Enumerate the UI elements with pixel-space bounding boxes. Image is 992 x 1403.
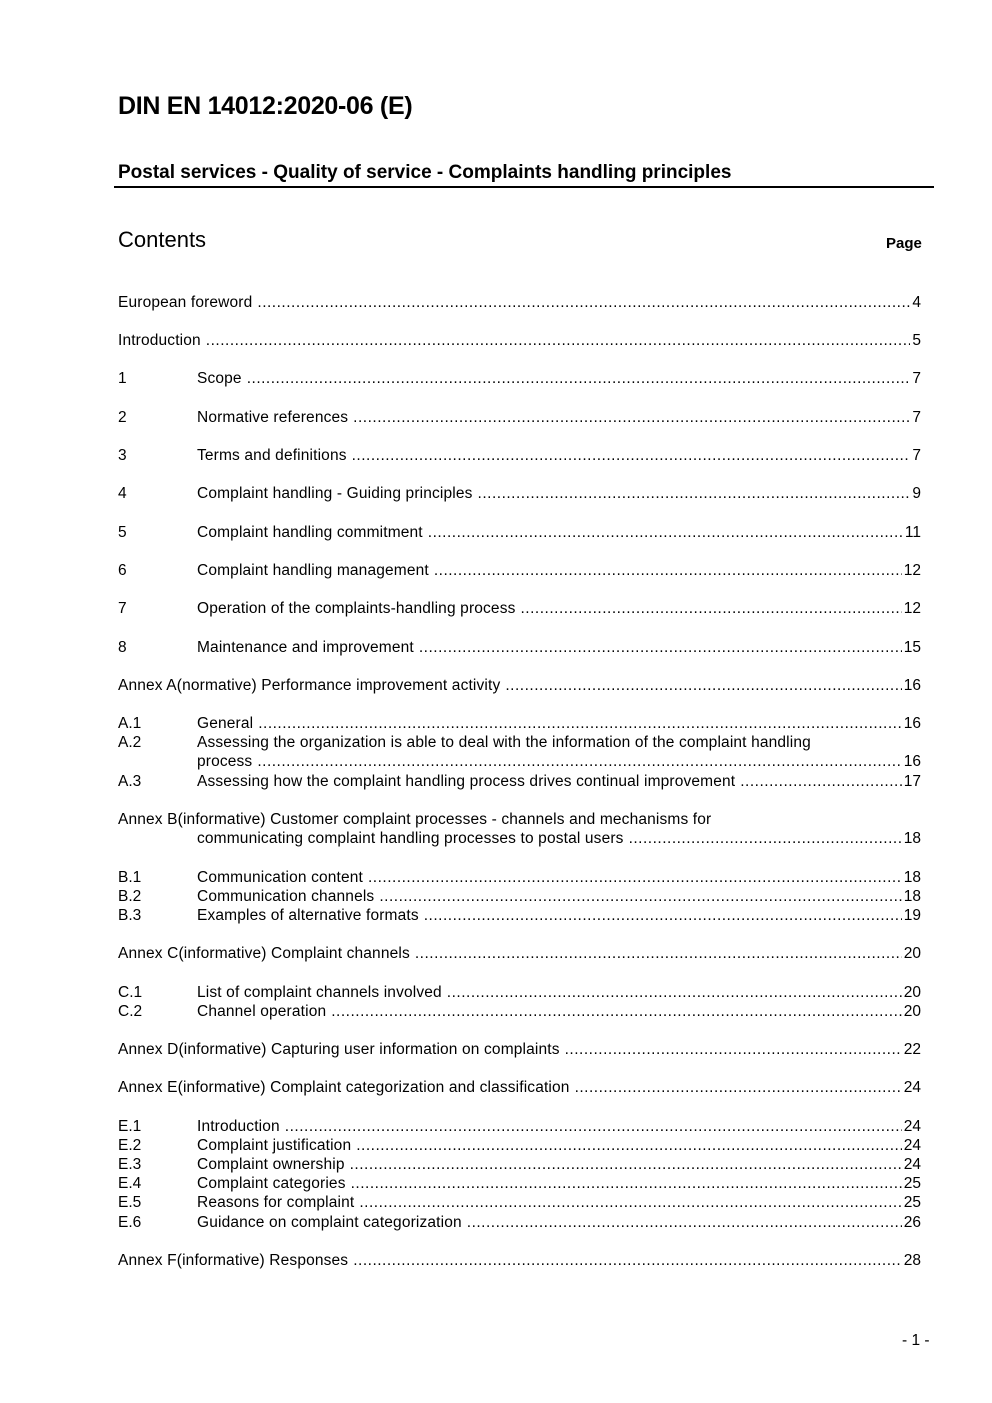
toc-entry-number: B.2 [118,888,142,905]
toc-entry[interactable] [118,408,921,427]
toc-entry-page: 18 [903,888,921,905]
page-number: - 1 - [902,1332,930,1349]
toc-entry[interactable] [118,983,921,1002]
toc-entry-title: Introduction [118,332,201,349]
toc-leader-dots [353,1251,902,1270]
toc-entry-title: Annex B(informative) Customer complaint processes - channels and mechanisms for [118,811,712,828]
toc-entry[interactable] [118,446,921,465]
toc-leader-dots [247,369,911,388]
toc-entry[interactable] [118,1251,921,1270]
toc-entry-number: A.3 [118,773,142,790]
toc-entry-number: A.1 [118,715,142,732]
toc-entry-number: E.2 [118,1137,142,1154]
toc-leader-dots [447,983,902,1002]
page-column-label: Page [886,235,922,252]
toc-entry[interactable] [118,772,921,791]
contents-heading: Contents [118,227,207,252]
toc-entry-page: 5 [912,332,921,349]
toc-entry-page: 16 [903,753,921,770]
document-number: DIN EN 14012:2020-06 (E) [118,92,413,120]
toc-leader-dots [419,638,902,657]
toc-leader-dots [206,331,911,350]
toc-entry[interactable] [118,810,921,829]
toc-entry-title: Annex A(normative) Performance improvement activity [118,677,501,694]
toc-entry-page: 20 [903,984,921,1001]
toc-entry-page: 25 [903,1194,921,1211]
toc-entry-number: E.4 [118,1175,142,1192]
toc-leader-dots [351,1174,902,1193]
toc-entry-title: Introduction [197,1118,280,1135]
toc-entry-number: C.1 [118,984,143,1001]
toc-entry-title: Annex D(informative) Capturing user information on complaints [118,1041,560,1058]
toc-entry-page: 19 [903,907,921,924]
toc-entry-title: Maintenance and improvement [197,639,414,656]
toc-entry-number: 3 [118,447,127,464]
toc-entry-title: Guidance on complaint categorization [197,1214,462,1231]
toc-entry-page: 18 [903,830,921,847]
toc-entry-page: 24 [903,1118,921,1135]
toc-entry-title-continuation: process [197,753,253,770]
toc-entry-title: Complaint handling - Guiding principles [197,485,473,502]
toc-entry-title: Reasons for complaint [197,1194,355,1211]
toc-entry-page: 7 [912,409,921,426]
toc-entry-title: Assessing how the complaint handling process drives continual improvement [197,773,736,790]
toc-entry-title: Annex F(informative) Responses [118,1252,349,1269]
toc-entry-continuation[interactable] [118,752,921,771]
toc-entry[interactable] [118,638,921,657]
toc-entry-page: 16 [903,715,921,732]
toc-entry-number: A.2 [118,734,142,751]
toc-entry-title: Operation of the complaints-handling process [197,600,516,617]
toc-leader-dots [257,752,901,771]
toc-entry-page: 24 [903,1137,921,1154]
toc-entry[interactable] [118,599,921,618]
toc-leader-dots [257,293,910,312]
toc-entry[interactable] [118,1213,921,1232]
toc-entry-title-continuation: communicating complaint handling processes to postal users [197,830,624,847]
toc-entry-title: Annex C(informative) Complaint channels [118,945,410,962]
toc-leader-dots [467,1213,902,1232]
toc-entry-number: C.2 [118,1003,143,1020]
toc-leader-dots [575,1078,902,1097]
toc-entry[interactable] [118,484,921,503]
toc-leader-dots [285,1117,902,1136]
toc-entry-number: B.3 [118,907,142,924]
toc-entry-number: 6 [118,562,127,579]
toc-entry[interactable] [118,1174,921,1193]
toc-entry[interactable] [118,944,921,963]
toc-leader-dots [505,676,901,695]
toc-entry-number: 2 [118,409,127,426]
toc-entry-page: 20 [903,945,921,962]
toc-leader-dots [379,887,901,906]
toc-entry[interactable] [118,369,921,388]
toc-entry[interactable] [118,1155,921,1174]
toc-entry-page: 7 [912,447,921,464]
toc-entry-title: Complaint handling commitment [197,524,423,541]
toc-entry-title: European foreword [118,294,253,311]
toc-entry[interactable] [118,1136,921,1155]
toc-entry[interactable] [118,331,921,350]
toc-entry-title: Normative references [197,409,349,426]
toc-entry-continuation[interactable] [118,829,921,848]
toc-entry-title: Terms and definitions [197,447,347,464]
toc-entry-number: 8 [118,639,127,656]
toc-entry-number: E.3 [118,1156,142,1173]
toc-entry-page: 4 [912,294,921,311]
toc-entry-page: 12 [903,562,921,579]
toc-entry[interactable] [118,1117,921,1136]
toc-entry-title: Complaint handling management [197,562,429,579]
toc-leader-dots [368,868,902,887]
toc-leader-dots [629,829,902,848]
toc-entry-page: 18 [903,869,921,886]
toc-entry-page: 24 [903,1079,921,1096]
toc-entry-page: 17 [903,773,921,790]
toc-leader-dots [740,772,902,791]
toc-entry[interactable] [118,868,921,887]
toc-entry-title: Communication content [197,869,363,886]
toc-entry[interactable] [118,1193,921,1212]
toc-leader-dots [350,1155,902,1174]
toc-entry-title: Examples of alternative formats [197,907,419,924]
toc-entry-page: 16 [903,677,921,694]
toc-leader-dots [353,408,910,427]
toc-entry-title: Annex E(informative) Complaint categorization and classification [118,1079,570,1096]
toc-entry-page: 25 [903,1175,921,1192]
toc-entry[interactable] [118,676,921,695]
toc-entry-page: 9 [912,485,921,502]
toc-entry-title: General [197,715,254,732]
toc-entry-title: Assessing the organization is able to deal with the information of the complaint handling [197,734,811,751]
toc-entry-page: 28 [903,1252,921,1269]
toc-entry-title: Communication channels [197,888,375,905]
toc-entry-page: 20 [903,1003,921,1020]
document-title: Postal services - Quality of service - Complaints handling principles [118,162,732,183]
toc-entry[interactable] [118,887,921,906]
toc-entry[interactable] [118,714,921,733]
toc-entry-page: 24 [903,1156,921,1173]
toc-leader-dots [258,714,902,733]
toc-entry-page: 22 [903,1041,921,1058]
toc-entry-number: 5 [118,524,127,541]
toc-entry-title: Complaint categories [197,1175,346,1192]
toc-entry-number: 4 [118,485,127,502]
toc-leader-dots [352,446,911,465]
toc-leader-dots [331,1002,902,1021]
toc-entry-title: List of complaint channels involved [197,984,442,1001]
toc-entry[interactable] [118,1040,921,1059]
toc-entry[interactable] [118,293,921,312]
toc-entry-title: Complaint justification [197,1137,352,1154]
toc-leader-dots [428,523,903,542]
toc-entry[interactable] [118,1002,921,1021]
toc-entry-page: 12 [903,600,921,617]
toc-entry-title: Scope [197,370,242,387]
toc-entry[interactable] [118,561,921,580]
toc-entry-number: E.6 [118,1214,142,1231]
toc-leader-dots [521,599,902,618]
toc-entry-title: Channel operation [197,1003,327,1020]
toc-entry-number: 7 [118,600,127,617]
toc-entry-page: 7 [912,370,921,387]
toc-leader-dots [359,1193,901,1212]
toc-leader-dots [565,1040,902,1059]
toc-entry[interactable] [118,906,921,925]
toc-entry-page: 15 [903,639,921,656]
toc-entry[interactable] [118,733,921,752]
toc-entry[interactable] [118,1078,921,1097]
toc-entry-number: E.1 [118,1118,142,1135]
toc-leader-dots [424,906,902,925]
toc-entry-number: E.5 [118,1194,142,1211]
toc-entry[interactable] [118,523,921,542]
toc-entry-title: Complaint ownership [197,1156,345,1173]
toc-entry-page: 11 [904,524,921,541]
toc-entry-number: B.1 [118,869,142,886]
toc-entry-number: 1 [118,370,127,387]
title-rule [114,186,934,188]
toc-entry-page: 26 [903,1214,921,1231]
toc-leader-dots [434,561,902,580]
toc-leader-dots [478,484,911,503]
toc-leader-dots [415,944,902,963]
toc-leader-dots [356,1136,902,1155]
